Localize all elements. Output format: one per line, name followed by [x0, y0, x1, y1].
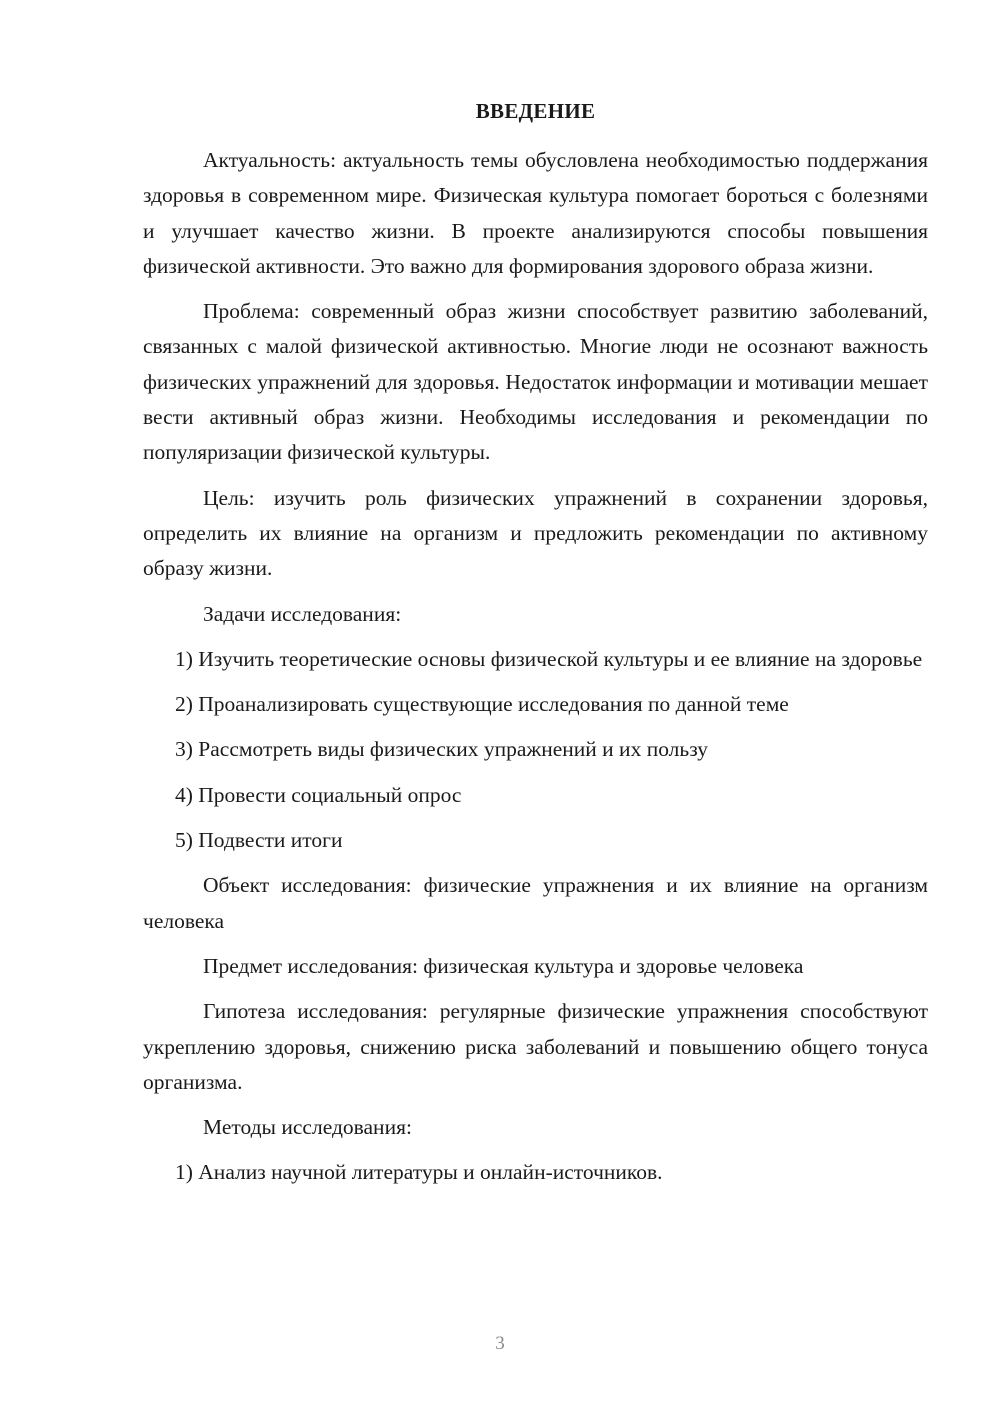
document-page — [143, 96, 928, 1201]
subject-paragraph: Предмет исследования: физическая культура и здоровье человека — [203, 953, 804, 978]
methods-heading: Методы исследования: — [203, 1115, 412, 1140]
problem-paragraph: Проблема: современный образ жизни способствует развитию заболеваний, связанных с малой физической активностью. Многие люди не осознают важность физических упражнений для здоровья. Недостаток информации и мотивации мешает вести активный образ жизни. Необходимы исследования и рекомендации по популяризации физической культуры. — [143, 299, 928, 465]
methods-list — [143, 1155, 928, 1190]
tasks-heading: Задачи исследования: — [203, 601, 402, 626]
tasks-list — [143, 642, 928, 858]
page-number: 3 — [495, 1333, 505, 1354]
relevance-paragraph: Актуальность: актуальность темы обусловлена необходимостью поддержания здоровья в современном мире. Физическая культура помогает бороться с болезнями и улучшает качество жизни. В проекте анализируются способы повышения физической активности. Это важно для формирования здорового образа жизни. — [143, 148, 928, 278]
task-item-1: 1) Изучить теоретические основы физической культуры и ее влияние на здоровье — [175, 646, 923, 671]
object-paragraph: Объект исследования: физические упражнения и их влияние на организм человека — [143, 873, 928, 933]
method-item-1: 1) Анализ научной литературы и онлайн-источников. — [175, 1160, 663, 1185]
task-item-2: 2) Проанализировать существующие исследования по данной теме — [175, 692, 789, 717]
section-title: ВВЕДЕНИЕ — [475, 99, 596, 123]
task-item-3: 3) Рассмотреть виды физических упражнений и их пользу — [175, 737, 708, 762]
task-item-4: 4) Провести социальный опрос — [175, 782, 462, 807]
hypothesis-paragraph: Гипотеза исследования: регулярные физические упражнения способствуют укреплению здоровья, снижению риска заболеваний и повышению общего тонуса организма. — [143, 999, 928, 1094]
goal-paragraph: Цель: изучить роль физических упражнений в сохранении здоровья, определить их влияние на организм и предложить рекомендации по активному образу жизни. — [143, 485, 928, 581]
task-item-5: 5) Подвести итоги — [175, 828, 343, 853]
